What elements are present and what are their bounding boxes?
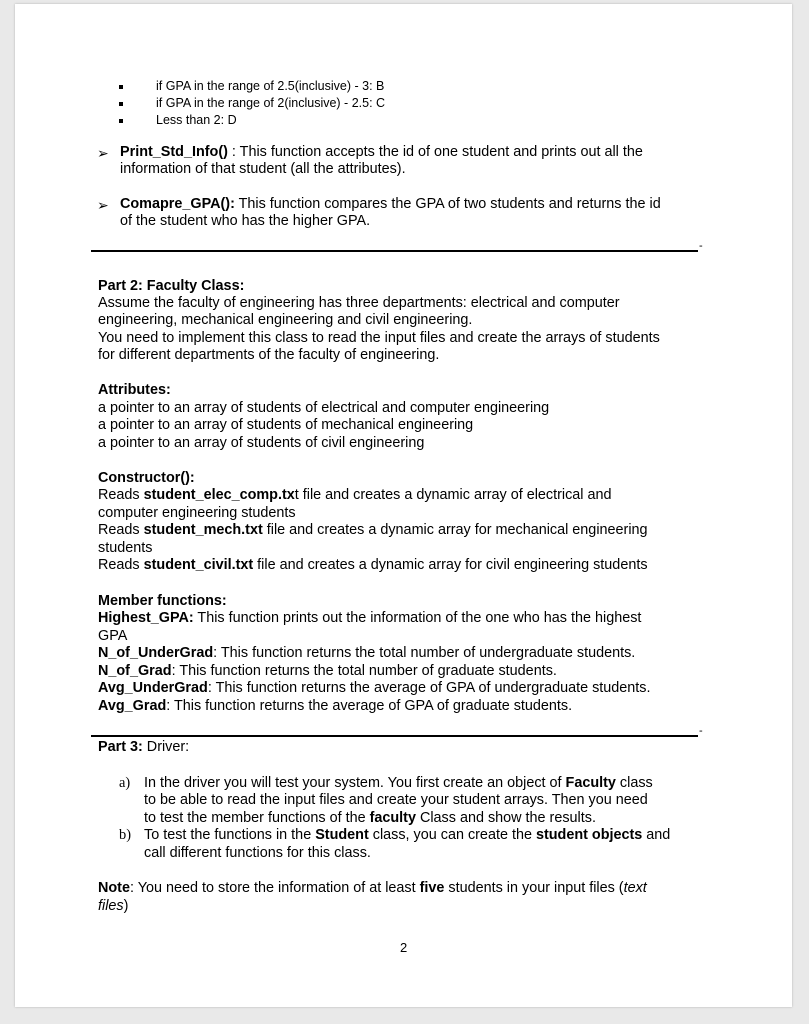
function-description: information of that student (all the attributes). (120, 161, 406, 177)
part2-intro-line: engineering, mechanical engineering and civil engineering. (98, 312, 473, 328)
bullet-item: if GPA in the range of 2.5(inclusive) - 3: B (156, 79, 385, 93)
constructor-line: Reads student_mech.txt file and creates a dynamic array for mechanical engineering (98, 522, 648, 538)
list-label: b) (119, 827, 131, 843)
driver-item-a: In the driver you will test your system. You first create an object of Faculty class (144, 775, 653, 791)
section-divider (91, 735, 698, 737)
dash-mark: - (699, 240, 703, 252)
bullet-item: Less than 2: D (156, 113, 237, 127)
member-function-line: N_of_Grad: This function returns the total number of graduate students. (98, 663, 557, 679)
part2-heading: Part 2: Faculty Class: (98, 278, 245, 294)
part2-intro-line: You need to implement this class to read the input files and create the arrays of students (98, 330, 660, 346)
function-compare-gpa: Comapre_GPA(): This function compares the GPA of two students and returns the id (120, 196, 661, 212)
dash-mark: - (699, 725, 703, 737)
member-function-line: Highest_GPA: This function prints out the information of the one who has the highest (98, 610, 642, 626)
member-function-line: Avg_Grad: This function returns the average of GPA of graduate students. (98, 698, 573, 714)
member-function-line: Avg_UnderGrad: This function returns the average of GPA of undergraduate students. (98, 680, 651, 696)
member-function-line: N_of_UnderGrad: This function returns the total number of undergraduate students. (98, 645, 636, 661)
driver-item-a-line: to test the member functions of the faculty Class and show the results. (144, 810, 596, 826)
part2-intro-line: Assume the faculty of engineering has three departments: electrical and computer (98, 295, 620, 311)
part2-intro-line: for different departments of the faculty of engineering. (98, 347, 440, 363)
driver-item-b: To test the functions in the Student class, you can create the student objects and (144, 827, 671, 843)
constructor-line: computer engineering students (98, 505, 296, 521)
part3-heading: Part 3: Driver: (98, 739, 190, 755)
constructor-heading: Constructor(): (98, 470, 195, 486)
note-line: Note: You need to store the information of at least five students in your input files (text (98, 880, 647, 896)
arrow-bullet-icon: ➢ (97, 197, 109, 213)
driver-item-a-line: to be able to read the input files and create your student arrays. Then you need (144, 792, 648, 808)
bullet-icon (119, 85, 123, 89)
member-function-line: GPA (98, 628, 128, 644)
attribute-item: a pointer to an array of students of civil engineering (98, 435, 425, 451)
member-functions-heading: Member functions: (98, 593, 227, 609)
constructor-line: Reads student_civil.txt file and creates a dynamic array for civil engineering students (98, 557, 648, 573)
section-divider (91, 250, 698, 252)
constructor-line: students (98, 540, 153, 556)
attributes-heading: Attributes: (98, 382, 171, 398)
list-label: a) (119, 775, 131, 791)
attribute-item: a pointer to an array of students of electrical and computer engineering (98, 400, 550, 416)
bullet-icon (119, 119, 123, 123)
bullet-icon (119, 102, 123, 106)
attribute-item: a pointer to an array of students of mechanical engineering (98, 417, 474, 433)
document-page (15, 4, 792, 1007)
note-line: files) (98, 898, 129, 914)
function-description: of the student who has the higher GPA. (120, 213, 371, 229)
page-number: 2 (400, 940, 408, 955)
driver-item-b-line: call different functions for this class. (144, 845, 371, 861)
constructor-line: Reads student_elec_comp.txt file and creates a dynamic array of electrical and (98, 487, 612, 503)
bullet-item: if GPA in the range of 2(inclusive) - 2.5: C (156, 96, 386, 110)
arrow-bullet-icon: ➢ (97, 145, 109, 161)
function-print-std-info: Print_Std_Info() : This function accepts the id of one student and prints out all the (120, 144, 643, 160)
